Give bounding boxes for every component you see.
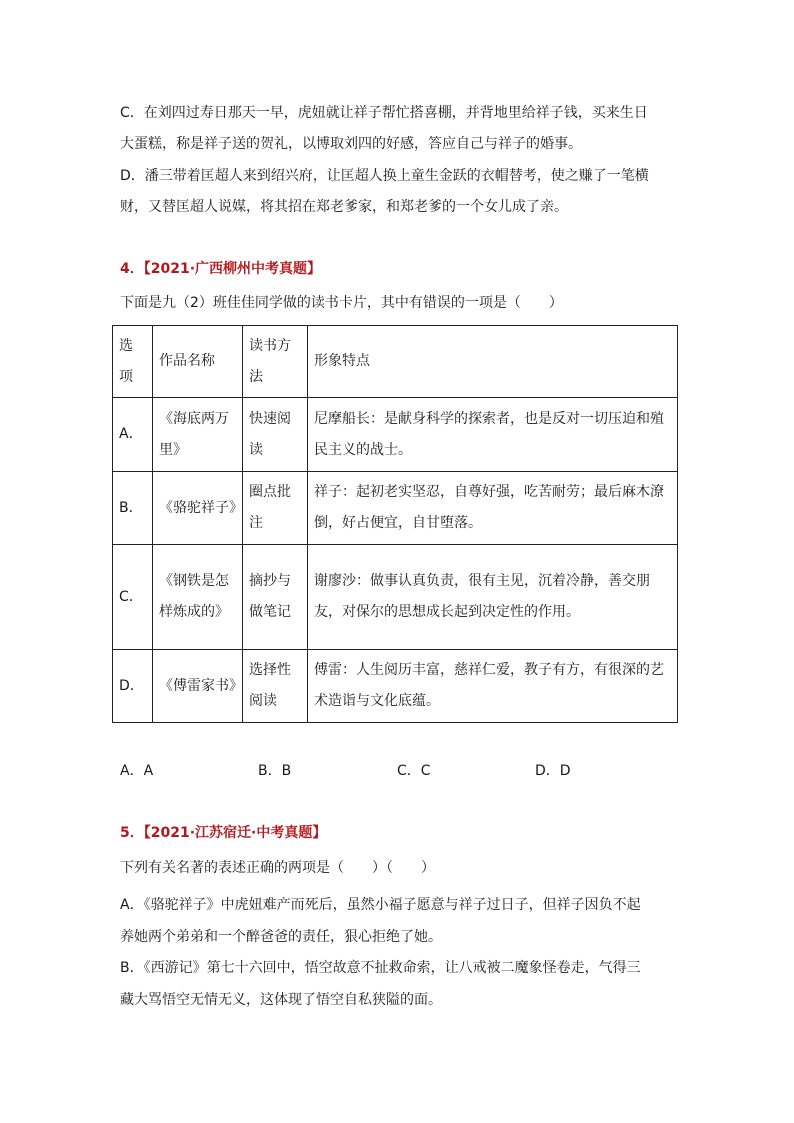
row-work: 《傅雷家书》 <box>153 650 243 723</box>
q5-option-a-line-1: A．《骆驼祥子》中虎妞难产而死后，虽然小福子愿意与祥子过日子，但祥子因负不起 <box>120 897 641 913</box>
row-work: 《钢铁是怎样炼成的》 <box>153 545 243 650</box>
q5-number: 5． <box>120 825 144 841</box>
row-work: 《海底两万里》 <box>153 398 243 472</box>
row-option: B． <box>113 472 153 545</box>
row-trait: 祥子：起初老实坚忍，自尊好强，吃苦耐劳；最后麻木潦倒，好占便宜，自甘堕落。 <box>308 472 678 545</box>
choice-c: C．C <box>397 763 431 779</box>
q3-option-d-line-2: 财，又替匡超人说媒，将其招在郑老爹家，和郑老爹的一个女儿成了亲。 <box>120 199 568 215</box>
row-trait: 谢廖沙：做事认真负责，很有主见，沉着冷静，善交朋友，对保尔的思想成长起到决定性的作用。 <box>308 545 678 650</box>
choice-d: D．D <box>535 763 571 779</box>
choice-b: B．B <box>258 763 292 779</box>
row-method: 选择性阅读 <box>243 650 308 723</box>
header-work: 作品名称 <box>153 326 243 398</box>
row-option: A． <box>113 398 153 472</box>
choice-a: A．A <box>120 763 154 779</box>
row-method: 摘抄与做笔记 <box>243 545 308 650</box>
q3-option-c-line-2: 大蛋糕，称是祥子送的贺礼，以博取刘四的好感，答应自己与祥子的婚事。 <box>120 136 582 152</box>
row-work: 《骆驼祥子》 <box>153 472 243 545</box>
q4-number: 4． <box>120 261 144 277</box>
row-method: 快速阅读 <box>243 398 308 472</box>
q5-option-b-line-2: 藏大骂悟空无情无义，这体现了悟空自私狭隘的面。 <box>120 992 442 1008</box>
reading-card-table <box>112 325 678 723</box>
table-header-row <box>113 326 678 398</box>
row-trait: 傅雷：人生阅历丰富，慈祥仁爱，教子有方，有很深的艺术造诣与文化底蕴。 <box>308 650 678 723</box>
row-option: C． <box>113 545 153 650</box>
row-method: 圈点批注 <box>243 472 308 545</box>
q3-option-d-line-1: D．潘三带着匡超人来到绍兴府，让匡超人换上童生金跃的衣帽替考，使之赚了一笔横 <box>120 168 649 184</box>
q4-source: 【2021·广西柳州中考真题】 <box>143 261 322 277</box>
table-row <box>113 398 678 472</box>
table-row <box>113 545 678 650</box>
q5-option-a-line-2: 养她两个弟弟和一个醉爸爸的责任，狠心拒绝了她。 <box>120 929 442 945</box>
q5-stem: 下列有关名著的表述正确的两项是（ ）（ ） <box>120 860 435 876</box>
table-row <box>113 472 678 545</box>
header-option: 选项 <box>113 326 153 398</box>
q5-option-b-line-1: B．《西游记》第七十六回中，悟空故意不扯救命索，让八戒被二魔象怪卷走，气得三 <box>120 960 641 976</box>
q4-heading <box>120 259 321 279</box>
table-row <box>113 650 678 723</box>
header-method: 读书方法 <box>243 326 308 398</box>
q3-option-c-line-1: C．在刘四过寿日那天一早，虎妞就让祥子帮忙搭喜棚，并背地里给祥子钱，买来生日 <box>120 105 648 121</box>
q5-source: 【2021·江苏宿迁·中考真题】 <box>143 825 327 841</box>
row-option: D． <box>113 650 153 723</box>
q4-stem: 下面是九（2）班佳佳同学做的读书卡片，其中有错误的一项是（ ） <box>120 295 563 311</box>
q5-heading <box>120 823 326 843</box>
header-trait: 形象特点 <box>308 326 678 398</box>
row-trait: 尼摩船长：是献身科学的探索者，也是反对一切压迫和殖民主义的战士。 <box>308 398 678 472</box>
